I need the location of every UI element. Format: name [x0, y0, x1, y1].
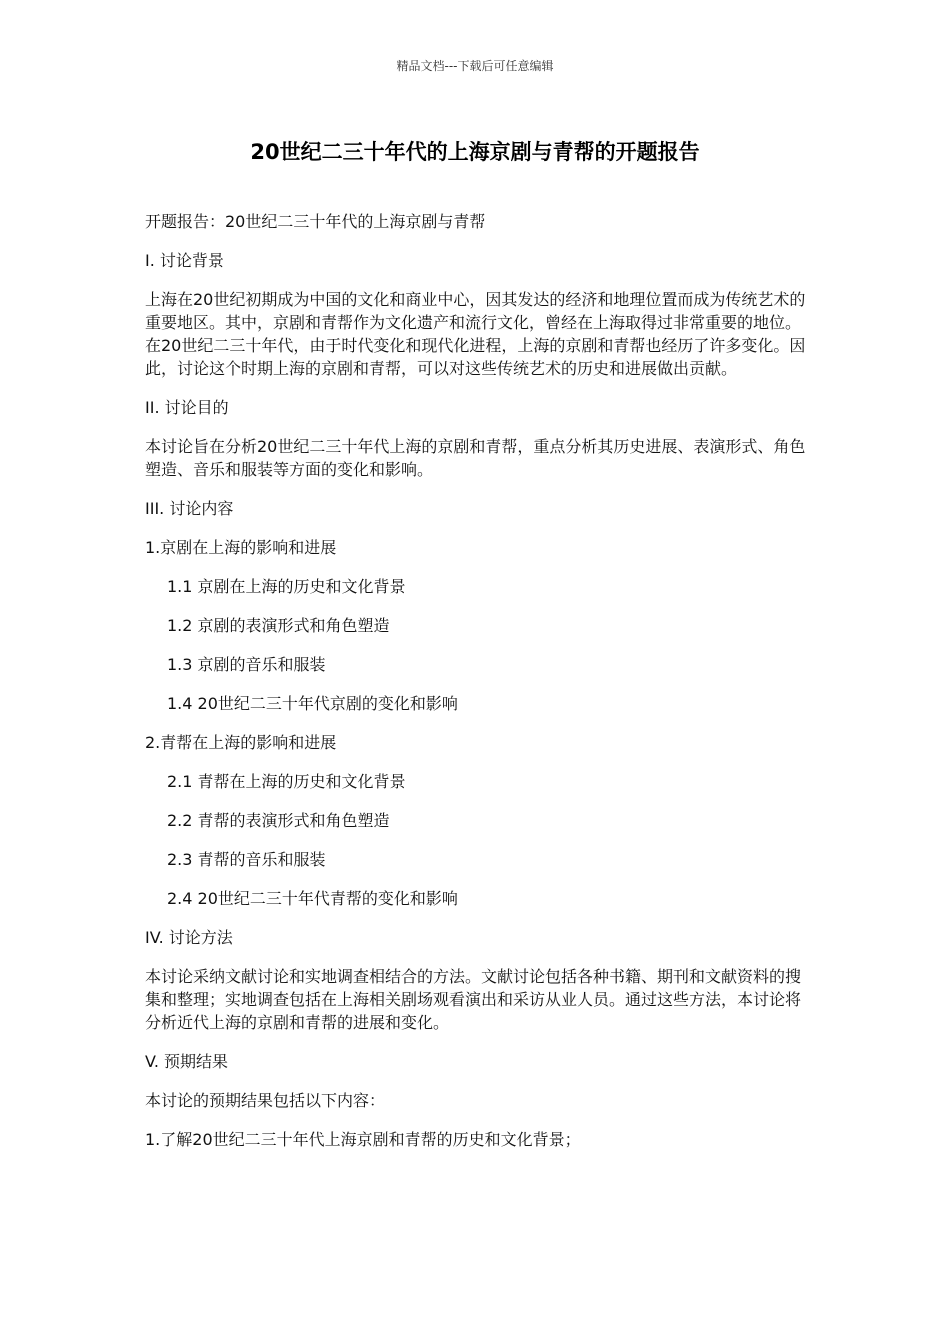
content-list-item: 1.1 京剧在上海的历史和文化背景	[167, 577, 406, 596]
content-list-item: 2.2 青帮的表演形式和角色塑造	[167, 811, 390, 830]
content-list-item: 1.2 京剧的表演形式和角色塑造	[167, 616, 390, 635]
section-text-background: 上海在20世纪初期成为中国的文化和商业中心，因其发达的经济和地理位置而成为传统艺术的重要地区。其中，京剧和青帮作为文化遗产和流行文化，曾经在上海取得过非常重要的地位。在20世纪二三十年代，由于时代变化和现代化进程，上海的京剧和青帮也经历了许多变化。因此，讨论这个时期上海的京剧和青帮，可以对这些传统艺术的历史和进展做出贡献。	[145, 290, 806, 378]
content-list-item: 2.1 青帮在上海的历史和文化背景	[167, 772, 406, 791]
page-header-watermark: 精品文档---下载后可任意编辑	[396, 59, 554, 73]
section-text-purpose: 本讨论旨在分析20世纪二三十年代上海的京剧和青帮，重点分析其历史进展、表演形式、角色塑造、音乐和服装等方面的变化和影响。	[145, 437, 806, 479]
content-part-title: 1.京剧在上海的影响和进展	[145, 538, 337, 557]
intro-line: 开题报告：20世纪二三十年代的上海京剧与青帮	[145, 212, 486, 231]
content-list-item: 1.4 20世纪二三十年代京剧的变化和影响	[167, 694, 458, 713]
document-title: 20世纪二三十年代的上海京剧与青帮的开题报告	[250, 140, 700, 164]
section-heading-results: V. 预期结果	[145, 1052, 229, 1071]
content-list-item: 2.4 20世纪二三十年代青帮的变化和影响	[167, 889, 458, 908]
section-heading-content: III. 讨论内容	[145, 499, 234, 518]
section-heading-methods: IV. 讨论方法	[145, 928, 233, 947]
content-part-title: 2.青帮在上海的影响和进展	[145, 733, 337, 752]
section-text-methods: 本讨论采纳文献讨论和实地调查相结合的方法。文献讨论包括各种书籍、期刊和文献资料的搜集和整理；实地调查包括在上海相关剧场观看演出和采访从业人员。通过这些方法，本讨论将分析近代上海的京剧和青帮的进展和变化。	[145, 967, 802, 1032]
document-body	[145, 210, 810, 1167]
content-list-item: 1.3 京剧的音乐和服装	[167, 655, 326, 674]
section-heading-purpose: II. 讨论目的	[145, 398, 229, 417]
content-list-item: 2.3 青帮的音乐和服装	[167, 850, 326, 869]
section-text-results-intro: 本讨论的预期结果包括以下内容：	[145, 1091, 386, 1110]
section-heading-background: I. 讨论背景	[145, 251, 224, 270]
results-list-item: 1.了解20世纪二三十年代上海京剧和青帮的历史和文化背景；	[145, 1130, 581, 1149]
